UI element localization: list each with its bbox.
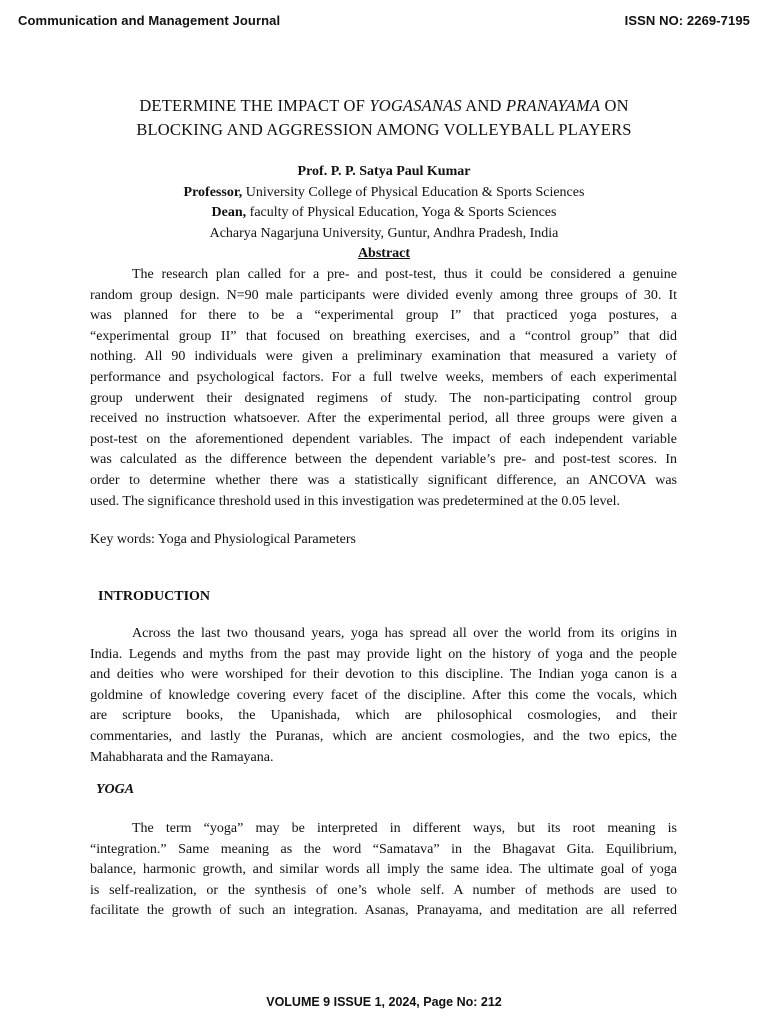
text-line: group underwent their designated regimens of study. The non-participating control group [90,390,677,406]
author-affiliation: Acharya Nagarjuna University, Guntur, Andhra Pradesh, India [209,225,559,241]
text-line: post-test on the aforementioned dependent variables. The impact of each independent variable [90,431,677,447]
title-line-1: DETERMINE THE IMPACT OF YOGASANAS AND PRANAYAMA ON [139,96,629,115]
text-line: balance, harmonic growth, and similar words all imply the same idea. The ultimate goal of yoga [90,862,677,878]
page-footer: VOLUME 9 ISSUE 1, 2024, Page No: 212 [266,995,502,1009]
text-line: facilitate the growth of such an integration. Asanas, Pranayama, and meditation are all referred [90,903,677,919]
keywords: Key words: Yoga and Physiological Parameters [90,532,356,547]
text-line: was calculated as the difference between the dependent variable’s pre- and post-test scores. In [90,452,677,468]
text-line: and deities who were worshiped for their devotion to this discipline. The Indian yoga canon is a [90,667,677,683]
issn-number: ISSN NO: 2269-7195 [624,13,750,28]
text-line: is self-realization, or the synthesis of one’s whole self. A number of methods are used to [90,882,677,898]
text-line: “integration.” Same meaning as the word “Samatava” in the Bhagavat Gita. Equilibrium, [90,841,677,857]
text-line: The term “yoga” may be interpreted in different ways, but its root meaning is [132,821,677,836]
title-line-2: BLOCKING AND AGGRESSION AMONG VOLLEYBALL PLAYERS [136,120,632,139]
author-name: Prof. P. P. Satya Paul Kumar [297,164,471,179]
text-line: order to determine whether there was a statistically significant difference, an ANCOVA was [90,472,677,488]
text-line: “experimental group II” that focused on breathing exercises, and a “control group” that did [90,328,677,344]
abstract-heading: Abstract [357,246,411,261]
text-line: was planned for there to be a “experimental group I” that practiced yoga postures, a [90,308,677,324]
text-line: commentaries, and lastly the Puranas, which are ancient cosmologies, and the two epics, the [90,728,677,744]
text-line: are scripture books, the Upanishada, which are philosophical cosmologies, and their [90,708,677,724]
abstract-body [90,265,677,512]
author-role-1: Professor, University College of Physical Education & Sports Sciences [183,184,585,200]
text-line: The research plan called for a pre- and post-test, thus it could be considered a genuine [132,267,677,282]
text-line: nothing. All 90 individuals were given a preliminary examination that measured a variety of [90,349,677,365]
introduction-heading: INTRODUCTION [98,589,211,604]
paper-title [60,94,708,142]
text-line: performance and psychological factors. For a full twelve weeks, members of each experimental [90,369,677,385]
author-block [60,162,708,265]
text-line: used. The significance threshold used in this investigation was predetermined at the 0.05 level. [90,493,621,509]
text-line: Across the last two thousand years, yoga has spread all over the world from its origins in [132,626,677,641]
yoga-heading: YOGA [96,782,135,797]
running-header [18,13,750,28]
text-line: received no instruction whatsoever. After the experimental period, all three groups were given a [90,411,677,427]
text-line: random group design. N=90 male participants were divided evenly among three groups of 30. It [90,287,677,303]
author-role-2: Dean, faculty of Physical Education, Yoga & Sports Sciences [211,205,557,220]
introduction-body [90,624,677,768]
text-line: Mahabharata and the Ramayana. [90,749,274,765]
text-line: India. Legends and myths from the past may provide light on the history of yoga and the people [90,646,677,662]
text-line: goldmine of knowledge covering every facet of the discipline. After this come the vocals, which [90,687,677,703]
yoga-body [90,819,677,922]
journal-name: Communication and Management Journal [18,13,281,28]
